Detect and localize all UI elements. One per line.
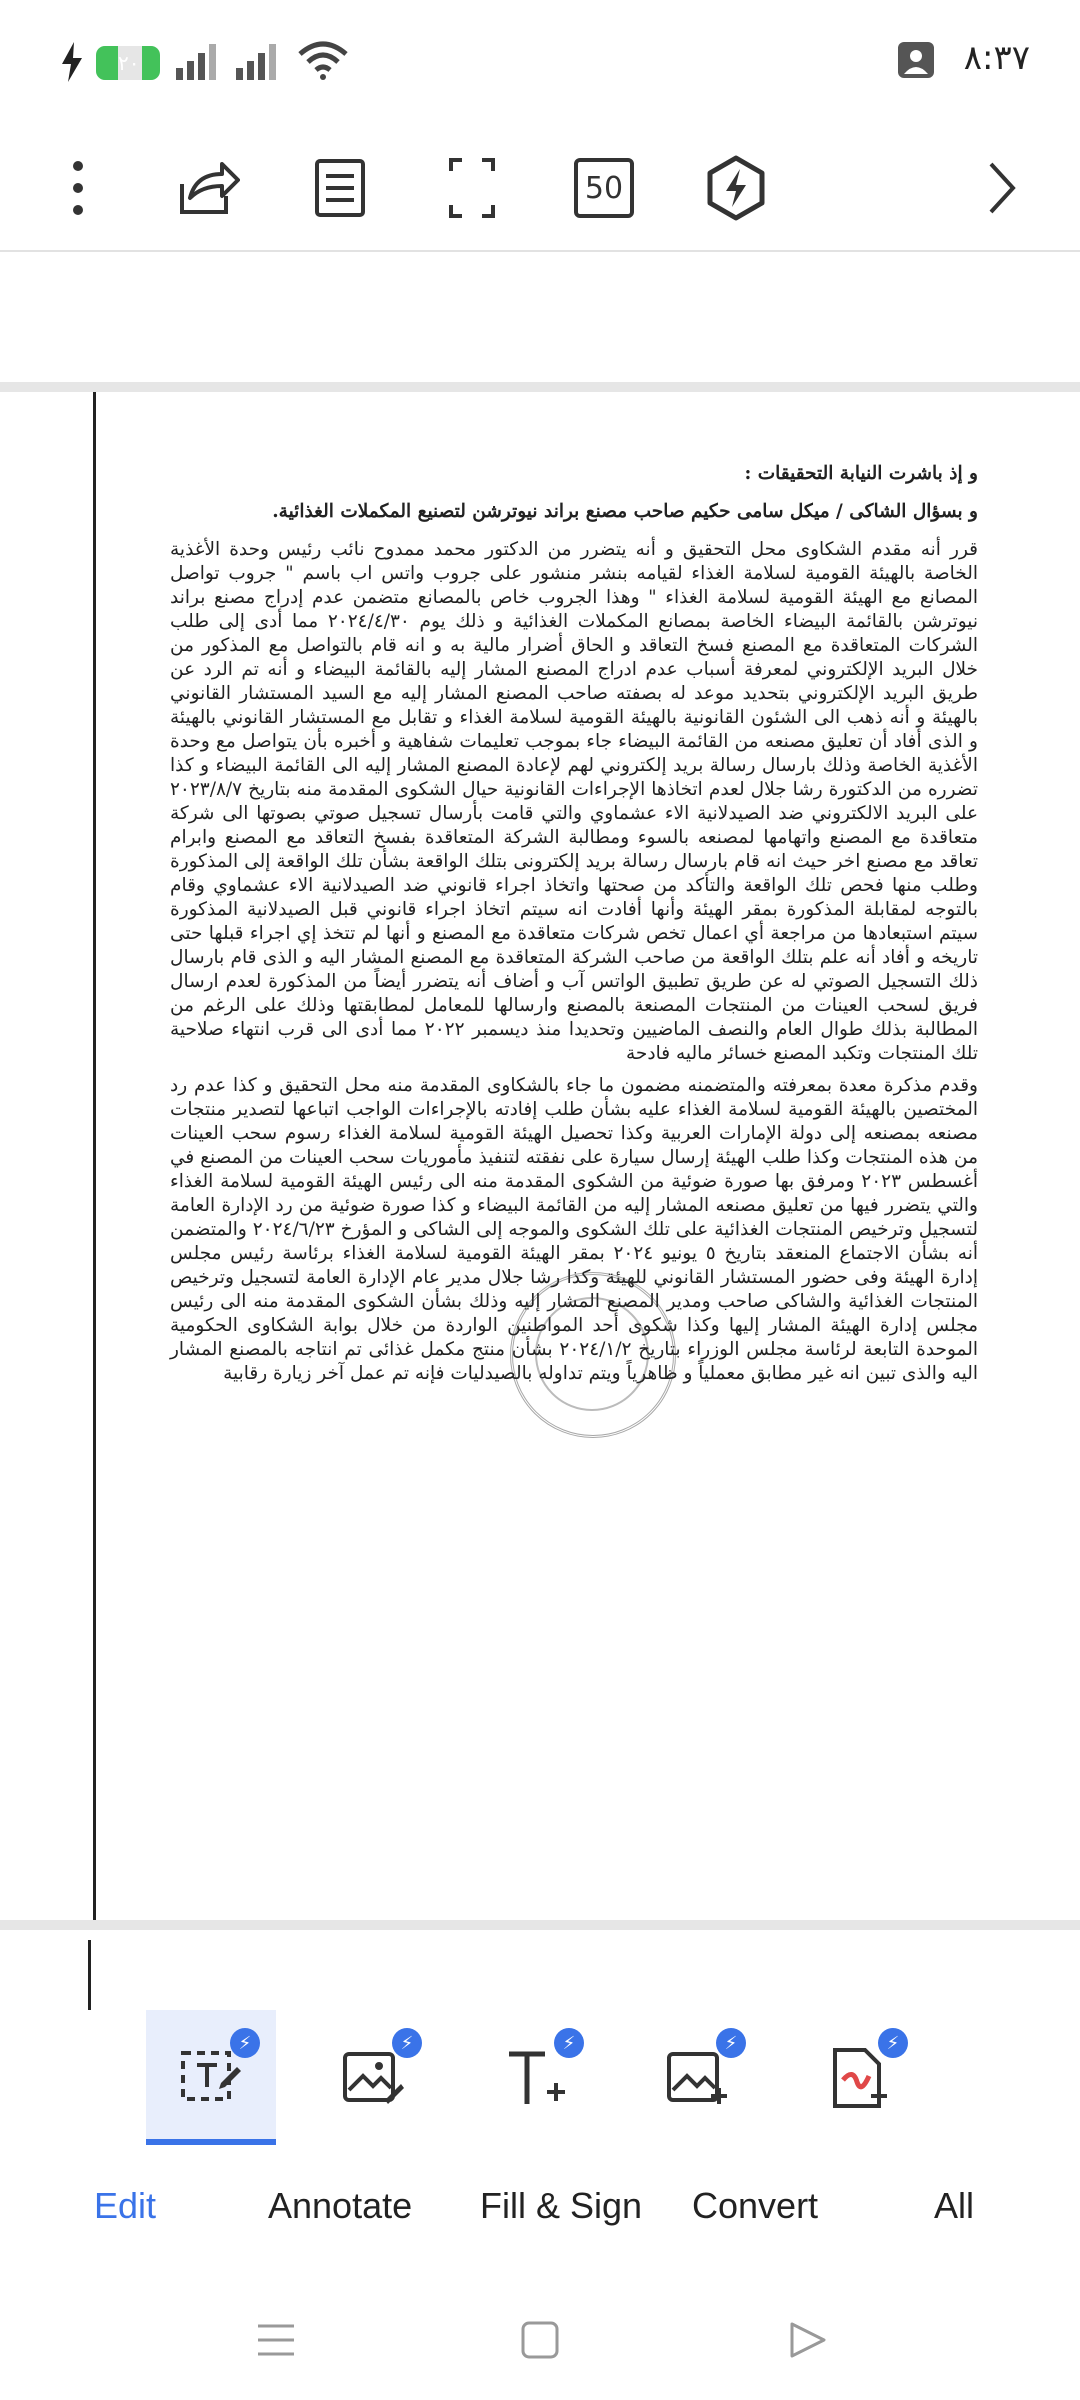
edit-tools-bar xyxy=(0,2010,1080,2145)
home-button[interactable] xyxy=(510,2310,570,2370)
view-mode-button[interactable] xyxy=(292,140,388,236)
wifi-icon xyxy=(298,40,348,80)
page-border-left-next xyxy=(88,1940,91,2012)
home-square-icon xyxy=(520,2320,560,2360)
document-viewer[interactable] xyxy=(0,252,1080,2012)
tab-all[interactable]: All xyxy=(934,2185,975,2226)
mode-tabs xyxy=(0,2145,1080,2265)
tab-convert[interactable]: Convert xyxy=(692,2185,819,2226)
pdf-page xyxy=(0,392,1080,1952)
pro-badge-icon: ⚡ xyxy=(230,2028,260,2058)
page-border-left xyxy=(93,392,96,1952)
signal-icon-2 xyxy=(236,44,280,80)
doc-paragraph-1: قرر أنه مقدم الشكاوى محل التحقيق و أنه يتضرر من الدكتور محمد ممدوح نائب رئيس وحدة الأغذية الخاصة بالهيئة القومية لسلامة الغذاء لقيامه بنشر منشور على جروب واتس اب باسم " جروب تواصل المصانع مع الهيئة القومية لسلامة الغذاء " وهذا الجروب خاص بالمصانع متضمن عدم إدراج مصنع براند نيوترشن بالقائمة البيضاء الخاصة بمصانع المكملات الغذائية و ذلك يوم ٢٠٢٤/٤/٣٠ مما أدى إلى طلب الشركات المتعاقدة مع المصنع فسخ التعاقد و الحاق أضرار مالية به و انه قام بالتواصل مع المذكور من خلال البريد الإلكتروني لمعرفة أسباب عدم ادراج المصنع المشار إليه بالقائمة البيضاء و أنه تم الرد عن طريق البريد الإلكتروني بتحديد موعد له بصفته صاحب المصنع المشار إليه مع السيد المستشار القانوني بالهيئة و أنه ذهب الى الشئون القانونية بالهيئة القومية لسلامة الغذاء و تقابل مع المستشار القانوني بالهيئة و الذى أفاد أن تعليق مصنعه من القائمة البيضاء جاء بموجب تعليمات شفاهية و أخبره بأن يتواصل مع وحدة الأغذية الخاصة وذلك بارسال رسالة بريد إلكتروني لهم لإعادة المصنع المشار إليه الى القائمة البيضاء و كذا تضرره من الدكتورة رشا جلال لعدم اتخاذها الإجراءات القانونية حيال الشكوى المقدمة منه بتاريخ ٢٠٢٣/٨/٧ على البريد الالكتروني ضد الصيدلانية الاء عشماوي والتي قامت بأرسال تسجيل صوتي بصوتها الى شركة متعاقدة مع المصنع واتهامها لمصنعه بالسوء ومطالبة الشركة المتعاقدة بفسخ التعاقد مع المصنع وابرام تعاقد مع مصنع اخر حيث انه قام بارسال رسالة بريد إلكترونى بتلك الواقعة بشأن تلك الواقعة إلى المذكورة وطلب منها فحص تلك الواقعة والتأكد من صحتها واتخاذ اجراء قانوني ضد الصيدلانية الاء عشماوي وقام بالتوجه لمقابلة المذكورة بمقر الهيئة وأنها أفادت انه سيتم اتخاذ اجراء قانوني قبل الصيدلانية المذكورة سيتم استبعادها من مراجعة أي اعمال تخص شركات متعاقدة مع المصنع و أنها لم تتخذ إي اجراء قبلها حتى تاريخه و أفاد أنه علم بتلك الواقعة من صاحب الشركة المتعاقدة مع المصنع المشار اليه و الذى قام بارسال ذلك التسجيل الصوتي له عن طريق تطبيق الواتس آب و أضاف أنه يتضرر أيضاً من المذكورة لعدم ارسال فريق لسحب العينات من المنتجات المصنعة بالمصنع وارسالها للمعامل لمطابقتها وذلك على الرغم من المطالبة بذلك طوال العام والنصف الماضيين وتحديدا منذ ديسمبر ٢٠٢٢ مما أدى الى قرب انتهاء صلاحية تلك المنتجات وتكبد المصنع خسائر ماليه فادحة xyxy=(170,539,979,1064)
add-image-icon xyxy=(665,2046,729,2110)
document-text xyxy=(170,462,978,1394)
system-nav-bar xyxy=(0,2280,1080,2400)
pdf-sign-tool[interactable] xyxy=(794,2010,924,2145)
add-text-tool[interactable] xyxy=(470,2010,600,2145)
edit-text-tool[interactable] xyxy=(146,2010,276,2145)
fullscreen-button[interactable] xyxy=(424,140,520,236)
doc-paragraph-2: وقدم مذكرة معدة بمعرفته والمتضمنه مضمون ما جاء بالشكاوى المقدمة منه محل التحقيق و كذا عدم رد المختصين بالهيئة القومية لسلامة الغذاء عليه بشأن طلب إفادته بالإجراءات الواجب اتباعها لتصدير منتجات مصنعه بمصنعه إلى دولة الإمارات العربية وكذا تحصيل الهيئة القومية لسلامة الغذاء رسوم سحب العينات من هذه المنتجات وكذا طلب الهيئة إرسال سيارة على نفقته لتنفيذ مأموريات سحب العينات من المصنع في أغسطس ٢٠٢٣ ومرفق بها صورة ضوئية من الشكوى المقدمة منه الى رئيس الهيئة القومية لسلامة الغذاء والتي يتضرر فيها من تعليق مصنعه المشار إليه من القائمة البيضاء و كذا صورة ضوئية من رد الإدارة العامة لتسجيل وترخيص المنتجات الغذائية على تلك الشكوى والموجه إلى الشاكى و المؤرخ ٢٠٢٤/٦/٢٣ والمتضمن أنه بشأن الاجتماع المنعقد بتاريخ ٥ يونيو ٢٠٢٤ بمقر الهيئة القومية لسلامة الغذاء برئاسة رئيس مجلس إدارة الهيئة وفى حضور المستشار القانوني للهيئة وكذا رشا جلال مدير عام الإدارة العامة لتسجيل وترخيص المنتجات الغذائية والشاكى صاحب ومدير المصنع المشار إليه وذلك بشأن الشكوى المقدمة منه الى رئيس مجلس إدارة الهيئة المشار إليها وكذا شكوى أحد المواطنين الواردة من خلال بوابة الشكاوى الحكومية الموحدة التابعة لرئاسة مجلس الوزراء بتاريخ ٢٠٢٤/١/٢ بشأن منتج مكمل غذائى تم انتاجه بالمصنع المشار اليه والذى تبين انه غير مطابق معملياً و ظاهرياً ويتم تداوله بالصيدليات فإنه تم عمل آخر زيارة رقابية xyxy=(170,1075,978,1384)
pdf-page-next xyxy=(0,1930,1080,2012)
tab-annotate[interactable]: Annotate xyxy=(268,2185,413,2226)
next-button[interactable] xyxy=(954,140,1050,236)
battery-level: ٢٠ xyxy=(118,51,140,75)
pro-badge-icon: ⚡ xyxy=(878,2028,908,2058)
official-stamp-icon xyxy=(510,1272,676,1438)
add-text-icon xyxy=(503,2046,567,2110)
battery-icon xyxy=(96,46,160,80)
share-button[interactable] xyxy=(160,140,256,236)
charging-bolt-icon xyxy=(58,42,86,82)
notification-user-icon xyxy=(896,40,936,80)
doc-line-2: و بسؤال الشاكى / ميكل سامى حكيم صاحب مصنع براند نيوترشن لتصنيع المكملات الغذائية. xyxy=(272,501,978,522)
menu-lines-icon xyxy=(256,2320,296,2360)
tab-fill-sign[interactable]: Fill & Sign xyxy=(480,2185,643,2226)
pro-badge-icon: ⚡ xyxy=(392,2028,422,2058)
back-button[interactable] xyxy=(778,2310,838,2370)
share-icon xyxy=(176,160,240,216)
back-triangle-icon xyxy=(788,2320,828,2360)
edit-image-icon xyxy=(341,2046,405,2110)
pro-features-button[interactable] xyxy=(688,140,784,236)
chevron-right-icon xyxy=(987,160,1017,216)
signal-icon xyxy=(176,44,220,80)
pro-badge-icon: ⚡ xyxy=(716,2028,746,2058)
status-bar xyxy=(0,0,1080,120)
tab-edit[interactable]: Edit xyxy=(94,2185,157,2226)
zoom-label: 50 xyxy=(574,158,634,218)
fullscreen-icon xyxy=(448,157,496,219)
more-vert-icon xyxy=(68,158,88,218)
zoom-button[interactable] xyxy=(556,140,652,236)
doc-line-1: و إذ باشرت النيابة التحقيقات : xyxy=(744,463,978,484)
pro-badge-icon: ⚡ xyxy=(554,2028,584,2058)
more-options-button[interactable] xyxy=(30,140,126,236)
add-image-tool[interactable] xyxy=(632,2010,762,2145)
hexagon-bolt-icon xyxy=(706,155,766,221)
page-layout-icon xyxy=(314,158,366,218)
pdf-document-icon xyxy=(827,2046,891,2110)
page-gap-2 xyxy=(0,1920,1080,1930)
status-time: ٨:٣٧ xyxy=(963,38,1030,78)
page-gap xyxy=(0,382,1080,392)
edit-image-tool[interactable] xyxy=(308,2010,438,2145)
toolbar xyxy=(0,120,1080,252)
recents-button[interactable] xyxy=(246,2310,306,2370)
